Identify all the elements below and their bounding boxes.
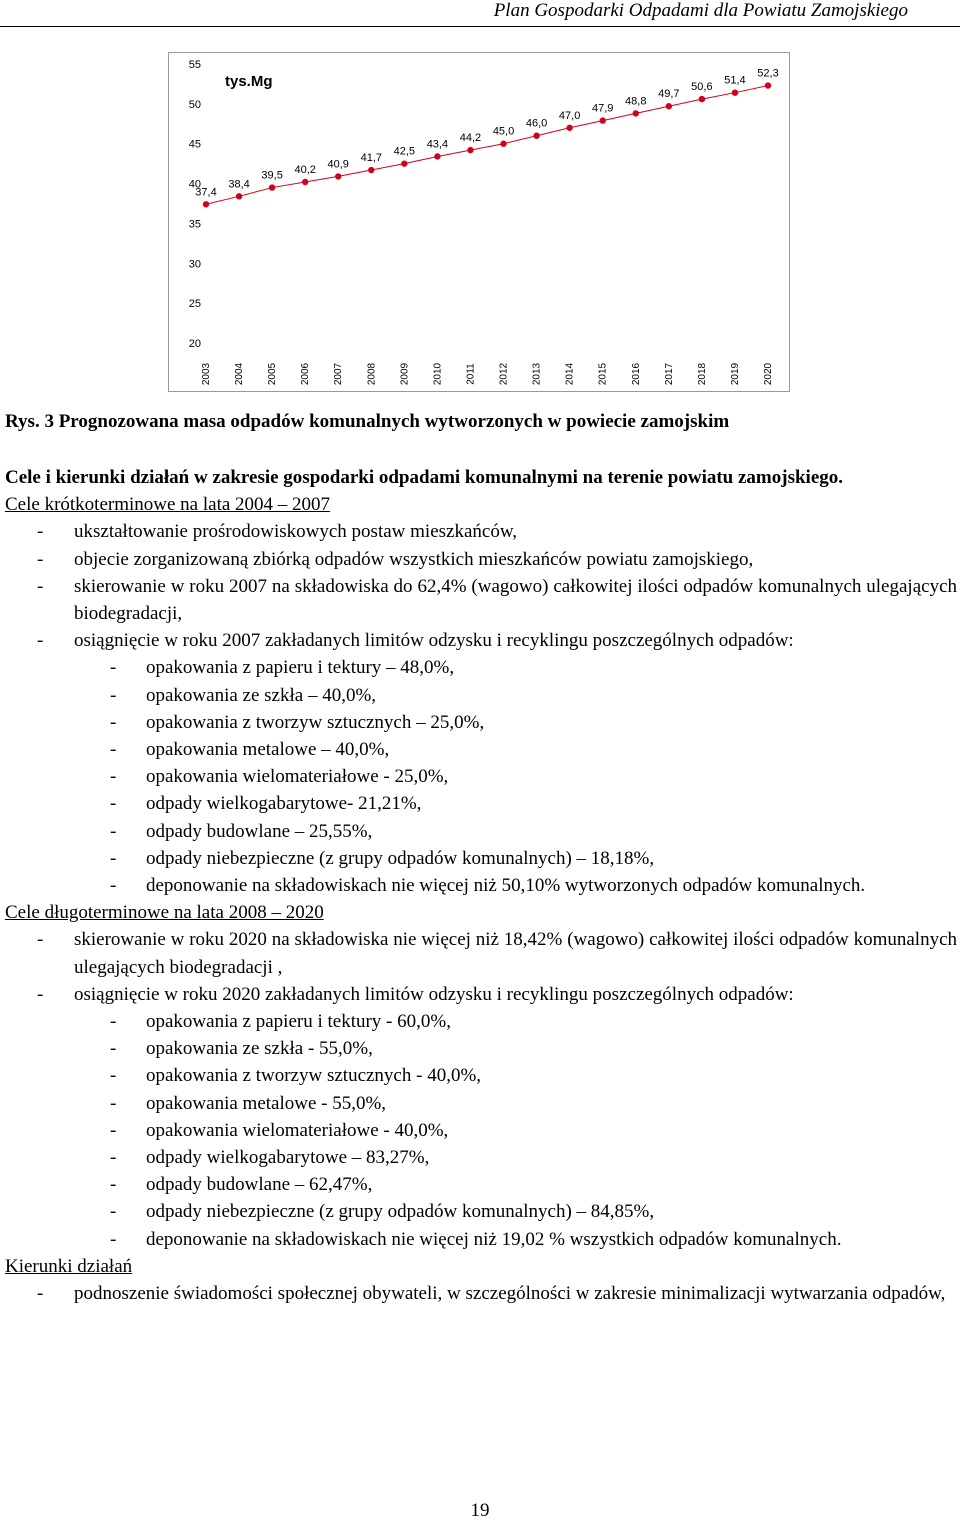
list-item: - osiągnięcie w roku 2020 zakładanych limitów odzysku i recyklingu poszczególnych odpadów:: [5, 981, 957, 1008]
data-label: 44,2: [459, 132, 482, 145]
data-label: 41,7: [360, 152, 383, 165]
x-tick-label: 2010: [432, 362, 444, 386]
data-label: 47,9: [591, 102, 614, 115]
list-item: - skierowanie w roku 2007 na składowiska do 62,4% (wagowo) całkowitej ilości odpadów komunalnych ulegających biodegradacji,: [5, 573, 957, 627]
x-tick-label: 2003: [201, 362, 212, 386]
data-label: 42,5: [393, 145, 416, 158]
data-label: 40,2: [294, 163, 316, 176]
sublist-item: - odpady wielkogabarytowe- 21,21%,: [5, 790, 957, 817]
data-label: 47,0: [558, 109, 581, 122]
y-tick-label: 25: [188, 298, 201, 311]
x-tick-label: 2017: [663, 362, 675, 386]
long-term-list: [5, 926, 957, 1008]
data-label: 46,0: [525, 117, 548, 130]
long-term-sublist: [5, 1008, 957, 1253]
data-label: 48,8: [625, 95, 647, 108]
data-label: 51,4: [724, 74, 746, 87]
data-point: [269, 184, 275, 190]
chart-svg: [168, 52, 790, 392]
directions-list: [5, 1280, 957, 1307]
x-tick-label: 2020: [763, 362, 774, 386]
data-label: 40,9: [327, 158, 349, 171]
sublist-item: - deponowanie na składowiskach nie więcej niż 19,02 % wszystkich odpadów komunalnych.: [5, 1226, 957, 1253]
y-tick-label: 45: [188, 138, 201, 151]
sublist-item: - odpady budowlane – 25,55%,: [5, 818, 957, 845]
x-tick-label: 2018: [696, 362, 708, 386]
page-header-title: Plan Gospodarki Odpadami dla Powiatu Zamojskiego: [493, 0, 908, 21]
data-point: [633, 110, 639, 116]
y-tick-label: 50: [188, 98, 201, 111]
document-body: [5, 464, 957, 1307]
page-number: 19: [470, 1500, 490, 1521]
list-item: - podnoszenie świadomości społecznej obywateli, w szczególności w zakresie minimalizacji wytwarzania odpadów,: [5, 1280, 957, 1307]
sublist-item: - opakowania z tworzyw sztucznych – 25,0%,: [5, 709, 957, 736]
short-term-sublist: [5, 654, 957, 899]
data-point: [401, 160, 407, 166]
sublist-item: - opakowania z papieru i tektury - 60,0%,: [5, 1008, 957, 1035]
x-tick-label: 2012: [498, 362, 510, 386]
chart-unit-label: tys.Mg: [225, 73, 273, 90]
data-label: 38,4: [228, 178, 250, 191]
x-tick-label: 2007: [333, 362, 345, 386]
x-tick-label: 2019: [729, 362, 741, 386]
data-label: 52,3: [757, 67, 779, 80]
data-label: 45,0: [492, 125, 515, 138]
x-tick-label: 2008: [366, 362, 378, 386]
data-point: [500, 141, 506, 147]
data-point: [434, 153, 440, 159]
sublist-item: - opakowania metalowe – 40,0%,: [5, 736, 957, 763]
sublist-item: - odpady wielkogabarytowe – 83,27%,: [5, 1144, 957, 1171]
data-label: 37,4: [195, 186, 217, 199]
data-point: [533, 133, 539, 139]
sublist-item: - opakowania ze szkła - 55,0%,: [5, 1035, 957, 1062]
short-term-heading: Cele krótkoterminowe na lata 2004 – 2007: [5, 494, 331, 516]
x-tick-label: 2015: [597, 362, 609, 386]
data-point: [368, 167, 374, 173]
x-tick-label: 2013: [531, 362, 543, 386]
x-tick-label: 2009: [399, 362, 411, 386]
list-item: - skierowanie w roku 2020 na składowiska nie więcej niż 18,42% (wagowo) całkowitej ilości odpadów komunalnych ulegających biodegradacji ,: [5, 926, 957, 980]
data-point: [666, 103, 672, 109]
data-point: [203, 201, 209, 207]
sublist-item: - odpady niebezpieczne (z grupy odpadów komunalnych) – 84,85%,: [5, 1198, 957, 1225]
sublist-item: - odpady niebezpieczne (z grupy odpadów komunalnych) – 18,18%,: [5, 845, 957, 872]
y-tick-label: 40: [188, 178, 201, 191]
data-point: [467, 147, 473, 153]
data-point: [732, 89, 738, 95]
figure-caption: Rys. 3 Prognozowana masa odpadów komunalnych wytworzonych w powiecie zamojskim: [5, 411, 730, 432]
x-tick-label: 2004: [234, 362, 246, 386]
sublist-item: - opakowania wielomateriałowe - 40,0%,: [5, 1117, 957, 1144]
data-label: 49,7: [658, 88, 680, 101]
sublist-item: - odpady budowlane – 62,47%,: [5, 1171, 957, 1198]
data-label: 43,4: [426, 138, 449, 151]
list-item: - osiągnięcie w roku 2007 zakładanych limitów odzysku i recyklingu poszczególnych odpadów:: [5, 627, 957, 654]
x-tick-label: 2005: [267, 362, 279, 386]
short-term-list: [5, 518, 957, 654]
x-tick-label: 2011: [465, 363, 477, 385]
y-tick-label: 20: [188, 338, 201, 350]
data-point: [302, 179, 308, 185]
sublist-item: - opakowania ze szkła – 40,0%,: [5, 682, 957, 709]
data-point: [335, 173, 341, 179]
x-tick-label: 2014: [564, 362, 576, 386]
data-point: [765, 82, 771, 88]
y-tick-label: 35: [188, 218, 201, 231]
x-tick-label: 2016: [630, 362, 642, 386]
data-point: [236, 193, 242, 199]
sublist-item: - opakowania z papieru i tektury – 48,0%,: [5, 654, 957, 681]
sublist-item: - opakowania wielomateriałowe - 25,0%,: [5, 763, 957, 790]
header-divider: [0, 26, 960, 27]
data-label: 50,6: [691, 81, 713, 94]
long-term-heading: Cele długoterminowe na lata 2008 – 2020: [5, 902, 324, 924]
data-label: 39,5: [261, 169, 283, 182]
data-point: [600, 117, 606, 123]
y-tick-label: 30: [188, 258, 201, 271]
list-item: - objecie zorganizowaną zbiórką odpadów wszystkich mieszkańców powiatu zamojskiego,: [5, 546, 957, 573]
sublist-item: - opakowania z tworzyw sztucznych - 40,0%,: [5, 1062, 957, 1089]
data-point: [699, 96, 705, 102]
directions-heading: Kierunki działań: [5, 1255, 133, 1277]
x-tick-label: 2006: [300, 362, 312, 386]
forecast-chart: [168, 52, 790, 392]
sublist-item: - deponowanie na składowiskach nie więcej niż 50,10% wytworzonych odpadów komunalnych.: [5, 872, 957, 899]
y-tick-label: 55: [188, 59, 201, 71]
data-point: [566, 125, 572, 131]
list-item: - ukształtowanie prośrodowiskowych postaw mieszkańców,: [5, 518, 957, 545]
sublist-item: - opakowania metalowe - 55,0%,: [5, 1090, 957, 1117]
section-heading: Cele i kierunki działań w zakresie gospodarki odpadami komunalnymi na terenie powiatu zamojskiego.: [5, 467, 844, 488]
